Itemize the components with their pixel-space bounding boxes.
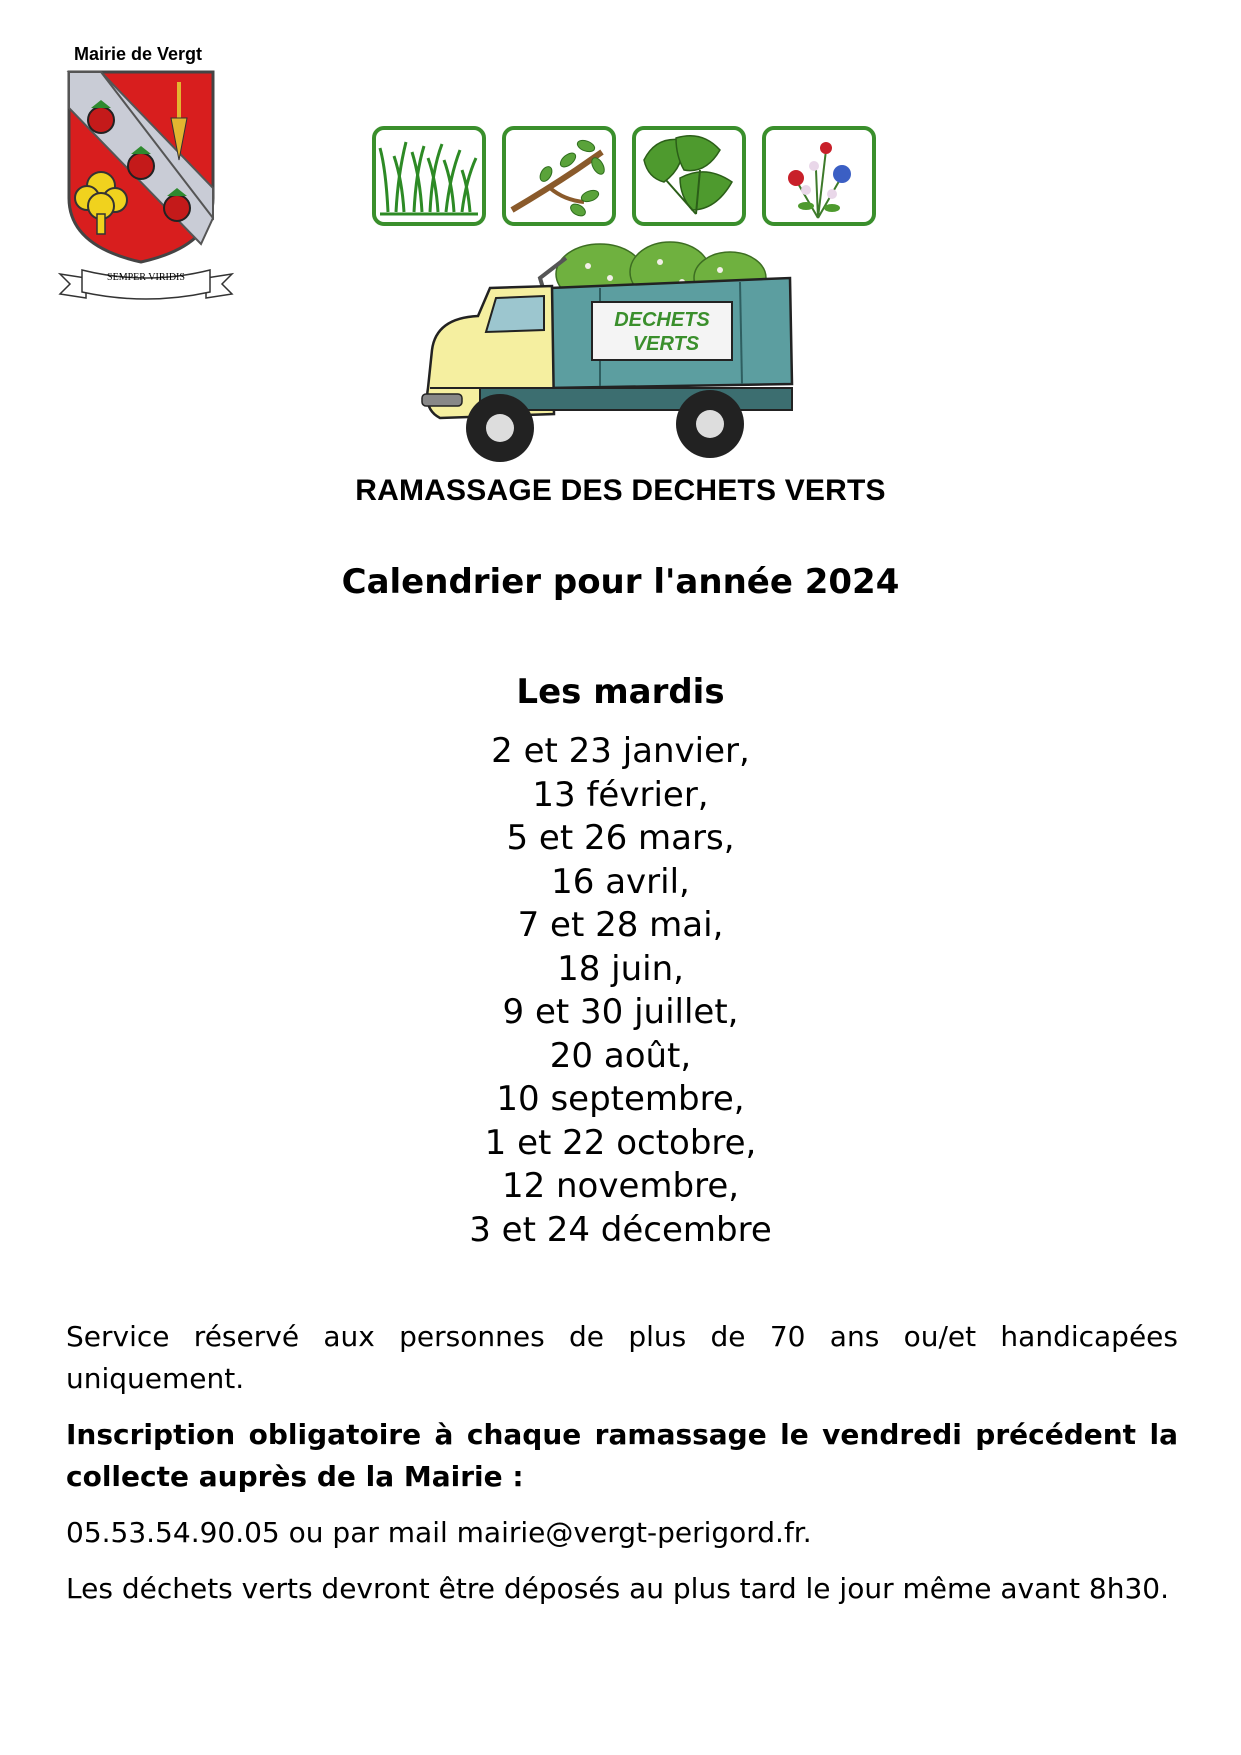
service-note: Service réservé aux personnes de plus de 70 ans ou/et handicapées uniquement. bbox=[66, 1320, 1178, 1395]
truck-sign-line1: DECHETS bbox=[614, 309, 710, 331]
flowers-icon bbox=[762, 126, 876, 226]
truck-icon bbox=[420, 238, 800, 466]
leaves-icon bbox=[632, 126, 746, 226]
contact-info: 05.53.54.90.05 ou par mail mairie@vergt-perigord.fr. bbox=[66, 1516, 812, 1549]
date-line: 13 février, bbox=[532, 774, 709, 815]
branch-icon bbox=[502, 126, 616, 226]
date-line: 18 juin, bbox=[557, 948, 684, 989]
date-line: 7 et 28 mai, bbox=[517, 905, 724, 945]
page-title: RAMASSAGE DES DECHETS VERTS bbox=[355, 474, 886, 507]
grass-icon bbox=[372, 126, 486, 226]
date-line: 2 et 23 janvier, bbox=[491, 731, 750, 771]
date-line: 20 août, bbox=[549, 1035, 692, 1076]
dates-list bbox=[0, 730, 1241, 1252]
motto-ribbon-icon bbox=[56, 260, 236, 306]
motto-text: SEMPER VIRIDIS bbox=[107, 272, 185, 283]
inscription-note: Inscription obligatoire à chaque ramassage le vendredi précédent la collecte auprès de la Mairie : bbox=[66, 1418, 1178, 1493]
deposit-note: Les déchets verts devront être déposés au plus tard le jour même avant 8h30. bbox=[66, 1572, 1169, 1605]
date-line: 16 avril, bbox=[551, 861, 690, 902]
mairie-label: Mairie de Vergt bbox=[74, 44, 203, 64]
date-line: 3 et 24 décembre bbox=[469, 1209, 772, 1250]
truck-sign-line2: VERTS bbox=[632, 333, 700, 355]
date-line: 5 et 26 mars, bbox=[506, 818, 735, 858]
date-line: 1 et 22 octobre, bbox=[484, 1122, 757, 1163]
days-heading: Les mardis bbox=[516, 672, 725, 712]
coat-of-arms-icon bbox=[61, 68, 221, 268]
date-line: 9 et 30 juillet, bbox=[502, 992, 739, 1032]
date-line: 12 novembre, bbox=[501, 1166, 740, 1206]
calendar-subtitle: Calendrier pour l'année 2024 bbox=[341, 562, 900, 602]
date-line: 10 septembre, bbox=[496, 1079, 745, 1119]
